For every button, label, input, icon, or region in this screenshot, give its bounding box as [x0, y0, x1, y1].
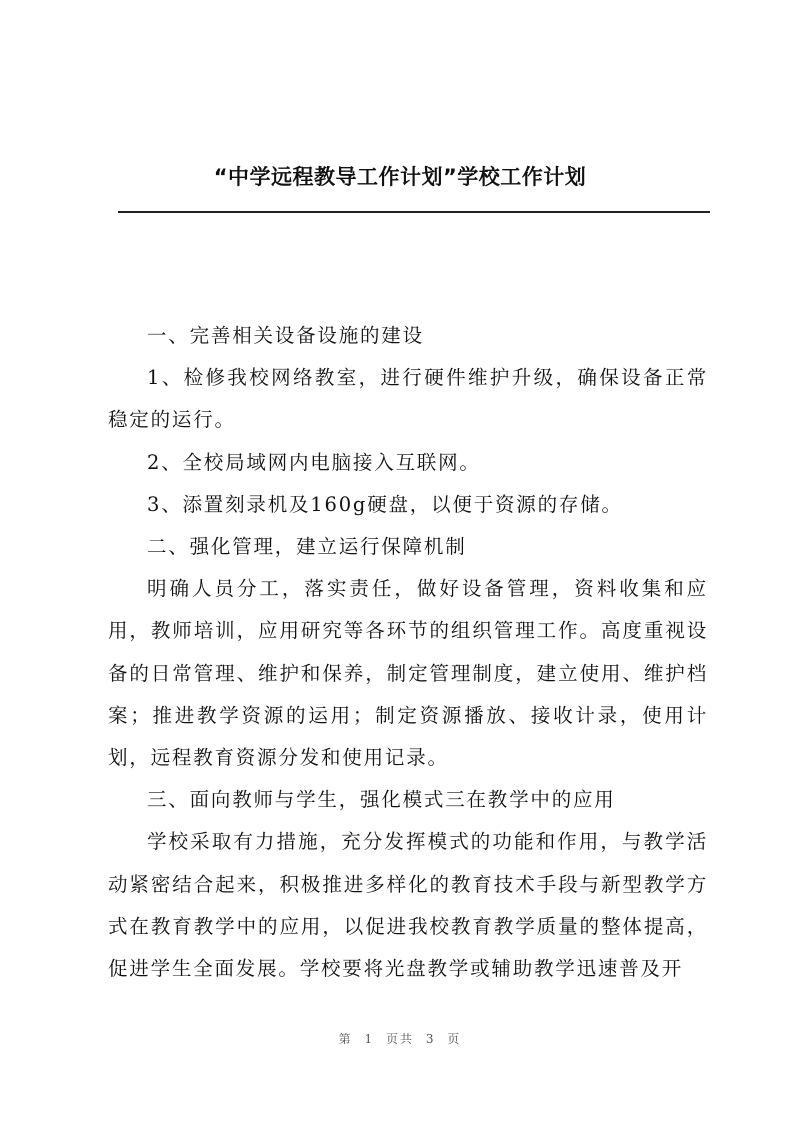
paragraph-item-1: 1、检修我校网络教室，进行硬件维护升级，确保设备正常稳定的运行。 — [108, 366, 708, 432]
section-heading-3: 三、面向教师与学生，强化模式三在教学中的应用 — [147, 788, 616, 812]
footer-page-number: 1 — [364, 1032, 375, 1046]
section-heading-1: 一、完善相关设备设施的建设 — [147, 324, 424, 347]
paragraph-item-2: 2、全校局域网内电脑接入互联网。 — [147, 450, 481, 474]
paragraph-application: 学校采取有力措施，充分发挥模式的功能和作用，与教学活动紧密结合起来，积极推进多样化的教育技术手段与新型教学方式在教育教学中的应用，以促进我校教育教学质量的整体提高，促进学生全面发展。学校要将光盘教学或辅助教学迅速普及开 — [108, 830, 708, 981]
section-heading-2: 二、强化管理，建立运行保障机制 — [147, 535, 467, 559]
footer-middle: 页共 — [385, 1032, 414, 1046]
paragraph-item-3: 3、添置刻录机及160g硬盘，以便于资源的存储。 — [147, 492, 623, 516]
footer-prefix: 第 — [338, 1032, 353, 1046]
page-footer — [0, 1030, 800, 1047]
document-title: “中学远程教导工作计划”学校工作计划 — [213, 165, 587, 189]
paragraph-management: 明确人员分工，落实责任，做好设备管理，资料收集和应用，教师培训，应用研究等各环节的组织管理工作。高度重视设备的日常管理、维护和保养，制定管理制度，建立使用、维护档案；推进教学资源的运用；制定资源播放、接收计录，使用计划，远程教育资源分发和使用记录。 — [108, 577, 708, 770]
footer-total-pages: 3 — [425, 1032, 436, 1046]
document-body — [108, 315, 708, 990]
footer-suffix: 页 — [447, 1032, 462, 1046]
title-divider — [118, 211, 710, 213]
